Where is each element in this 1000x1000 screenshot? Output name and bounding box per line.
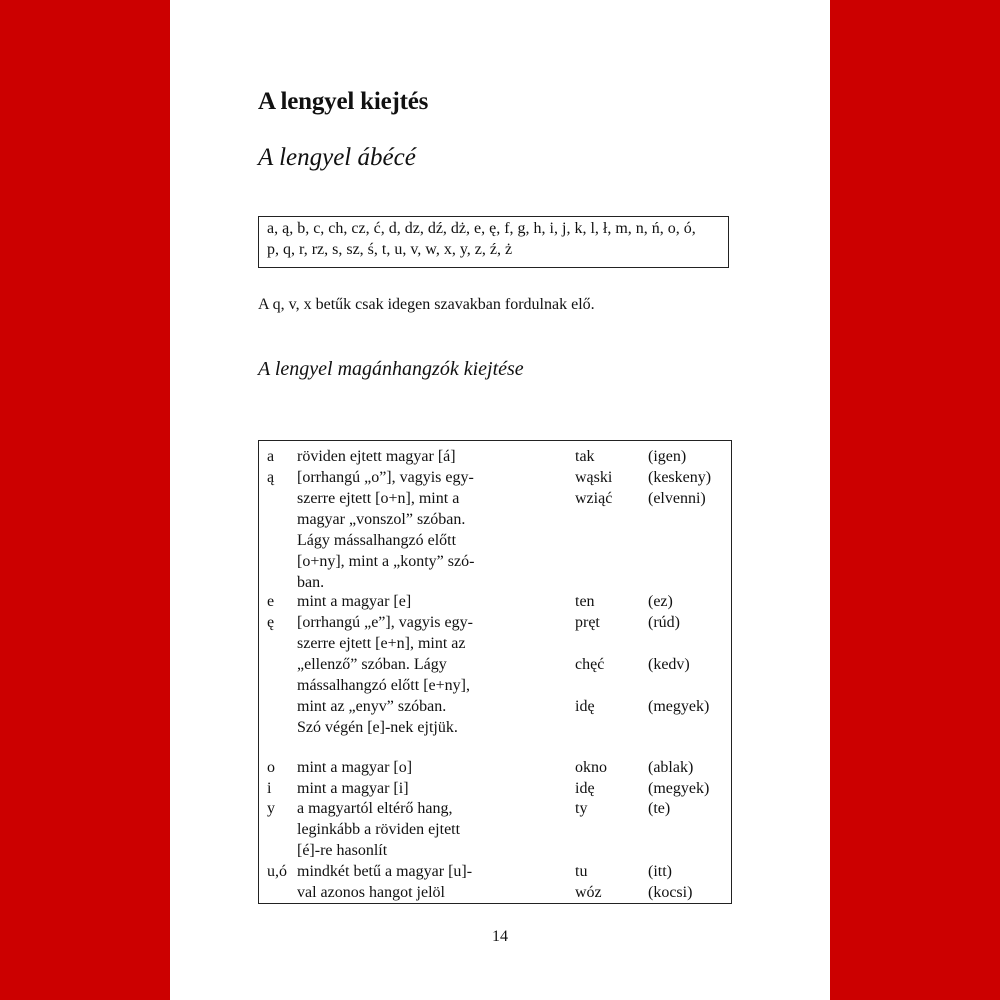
foreign-letters-note: A q, v, x betűk csak idegen szavakban fordulnak elő. — [258, 296, 595, 313]
book-page — [170, 0, 830, 1000]
vowel-description: szerre ejtett [o+n], mint a — [297, 490, 460, 507]
example-word: wóz — [575, 884, 602, 901]
alphabet-line: p, q, r, rz, s, sz, ś, t, u, v, w, x, y, z, ź, ż — [267, 241, 513, 258]
vowel-description: ban. — [297, 574, 325, 591]
example-word: wziąć — [575, 490, 613, 507]
example-translation: (megyek) — [648, 780, 710, 797]
vowel-description: Lágy mássalhangzó előtt — [297, 532, 457, 549]
example-word: idę — [575, 698, 595, 715]
vowel-letter: u,ó — [267, 863, 287, 880]
vowel-description: „ellenző” szóban. Lágy — [297, 656, 447, 673]
example-translation: (keskeny) — [648, 469, 712, 486]
example-word: wąski — [575, 469, 613, 486]
alphabet-box — [258, 216, 729, 268]
vowel-table — [258, 440, 732, 904]
vowel-description: mint a magyar [i] — [297, 780, 409, 797]
vowel-description: magyar „vonszol” szóban. — [297, 511, 466, 528]
vowel-description: mindkét betű a magyar [u]- — [297, 863, 473, 880]
vowel-description: [o+ny], mint a „konty” szó- — [297, 553, 475, 570]
example-translation: (kocsi) — [648, 884, 693, 901]
vowel-letter: ę — [267, 614, 275, 631]
vowel-description: szerre ejtett [e+n], mint az — [297, 635, 466, 652]
vowel-description: [orrhangú „o”], vagyis egy- — [297, 469, 474, 486]
example-translation: (megyek) — [648, 698, 710, 715]
vowels-heading: A lengyel magánhangzók kiejtése — [258, 358, 524, 380]
example-translation: (kedv) — [648, 656, 690, 673]
example-translation: (ez) — [648, 593, 673, 610]
vowel-description: mint a magyar [e] — [297, 593, 412, 610]
example-word: idę — [575, 780, 595, 797]
vowel-letter: o — [267, 759, 275, 776]
example-word: chęć — [575, 656, 605, 673]
vowel-description: a magyartól eltérő hang, — [297, 800, 453, 817]
example-translation: (elvenni) — [648, 490, 706, 507]
vowel-letter: ą — [267, 469, 275, 486]
vowel-letter: y — [267, 800, 275, 817]
example-translation: (te) — [648, 800, 671, 817]
example-word: ty — [575, 800, 588, 817]
example-translation: (rúd) — [648, 614, 680, 631]
vowel-description: Szó végén [e]-nek ejtjük. — [297, 719, 458, 736]
vowel-letter: i — [267, 780, 272, 797]
alphabet-heading: A lengyel ábécé — [258, 144, 416, 171]
example-word: ten — [575, 593, 595, 610]
vowel-description: val azonos hangot jelöl — [297, 884, 445, 901]
example-translation: (itt) — [648, 863, 672, 880]
vowel-letter: a — [267, 448, 275, 465]
example-translation: (ablak) — [648, 759, 694, 776]
vowel-description: [é]-re hasonlít — [297, 842, 388, 859]
page-number: 14 — [492, 928, 508, 945]
example-word: pręt — [575, 614, 600, 631]
page-title: A lengyel kiejtés — [258, 88, 429, 115]
vowel-letter: e — [267, 593, 275, 610]
alphabet-line: a, ą, b, c, ch, cz, ć, d, dz, dź, dż, e, ę, f, g, h, i, j, k, l, ł, m, n, ń, o, ó, — [267, 220, 696, 237]
vowel-description: röviden ejtett magyar [á] — [297, 448, 456, 465]
vowel-description: mássalhangzó előtt [e+ny], — [297, 677, 470, 694]
vowel-description: mint a magyar [o] — [297, 759, 413, 776]
vowel-description: leginkább a röviden ejtett — [297, 821, 461, 838]
vowel-description: mint az „enyv” szóban. — [297, 698, 447, 715]
example-translation: (igen) — [648, 448, 687, 465]
vowel-description: [orrhangú „e”], vagyis egy- — [297, 614, 473, 631]
example-word: okno — [575, 759, 607, 776]
example-word: tu — [575, 863, 588, 880]
example-word: tak — [575, 448, 595, 465]
